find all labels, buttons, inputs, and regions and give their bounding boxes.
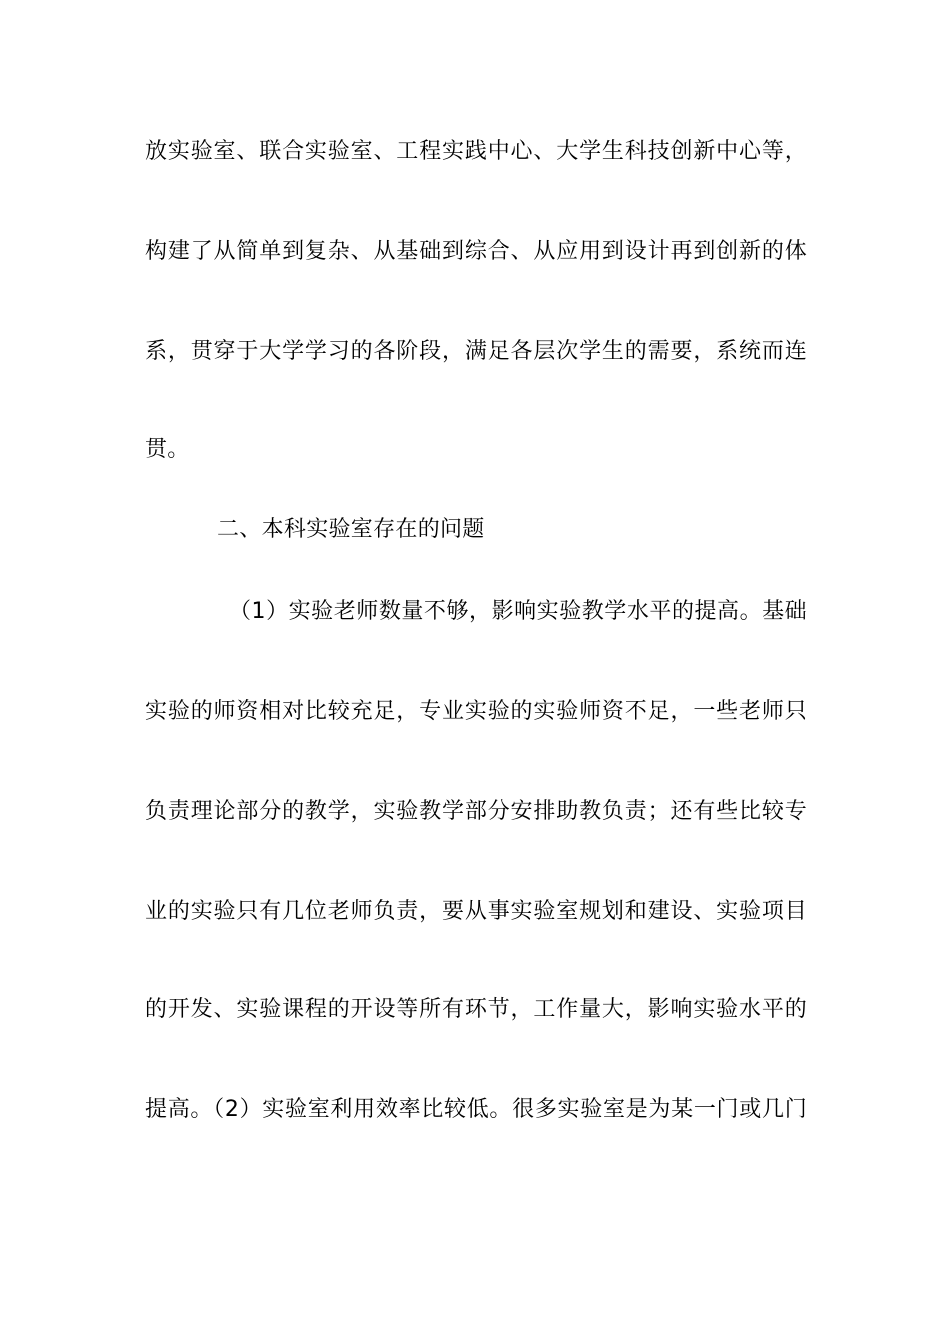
paragraph-line: 的开发、实验课程的开设等所有环节，工作量大，影响实验水平的: [145, 997, 807, 1022]
paragraph-line: 提高。（2）实验室利用效率比较低。很多实验室是为某一门或几门: [145, 1097, 807, 1122]
section-heading: 二、本科实验室存在的问题: [217, 517, 485, 542]
paragraph-line: 实验的师资相对比较充足，专业实验的实验师资不足，一些老师只: [145, 699, 807, 724]
paragraph-line: 构建了从简单到复杂、从基础到综合、从应用到设计再到创新的体: [145, 239, 807, 264]
paragraph-line: （1）实验老师数量不够，影响实验教学水平的提高。基础: [229, 599, 807, 624]
paragraph-line: 贯。: [145, 437, 190, 462]
paragraph-line: 系，贯穿于大学学习的各阶段，满足各层次学生的需要，系统而连: [145, 339, 807, 364]
paragraph-line: 业的实验只有几位老师负责，要从事实验室规划和建设、实验项目: [145, 899, 807, 924]
paragraph-line: 放实验室、联合实验室、工程实践中心、大学生科技创新中心等，: [145, 139, 807, 164]
paragraph-line: 负责理论部分的教学，实验教学部分安排助教负责；还有些比较专: [145, 799, 807, 824]
